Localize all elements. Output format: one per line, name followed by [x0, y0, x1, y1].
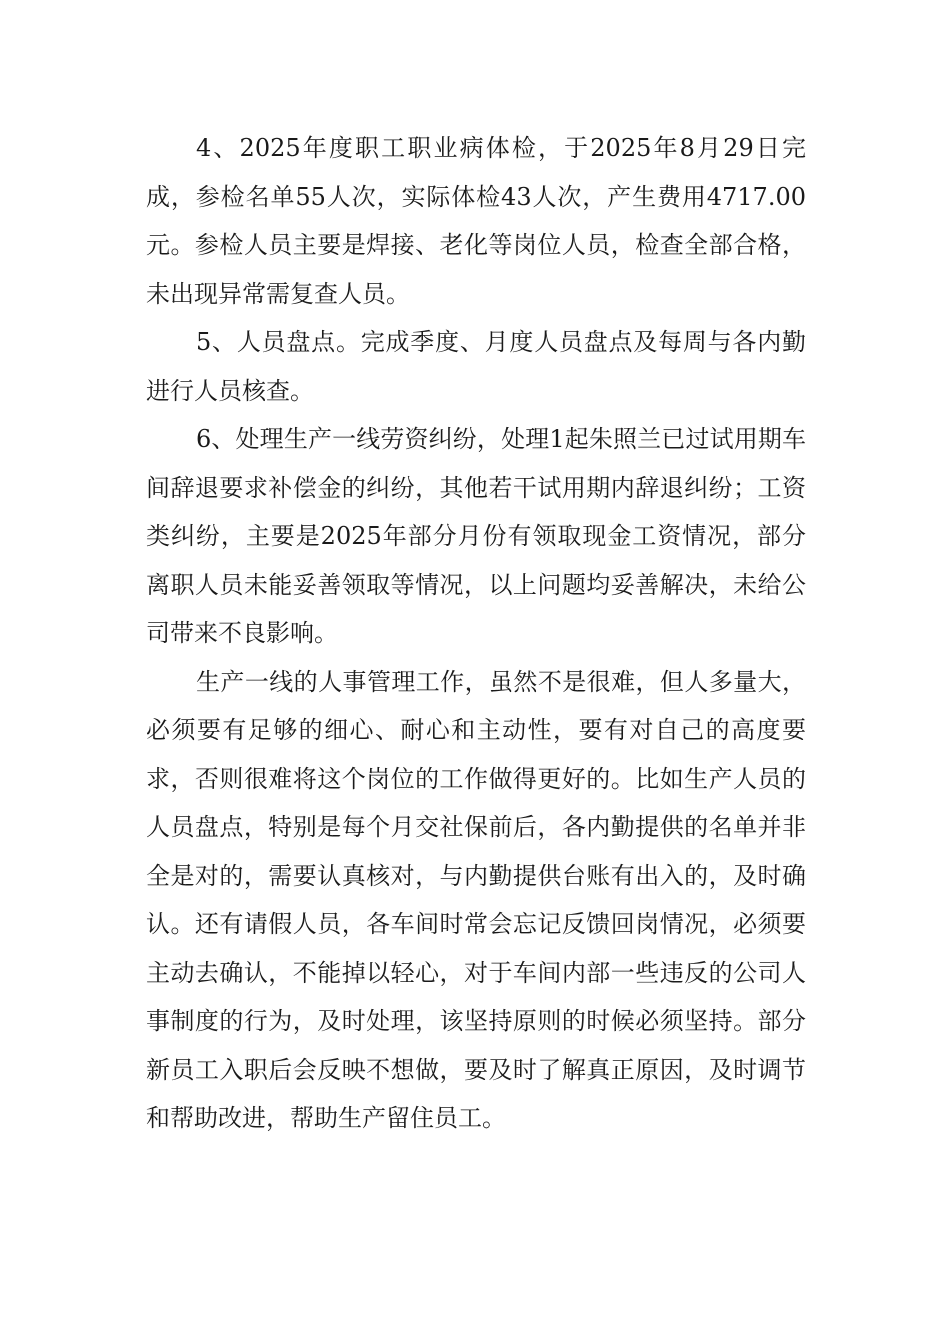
document-page	[146, 124, 806, 1143]
paragraph-hr-management-summary: 生产一线的人事管理工作，虽然不是很难，但人多量大，必须要有足够的细心、耐心和主动性，要有对自己的高度要求，否则很难将这个岗位的工作做得更好的。比如生产人员的人员盘点，特别是每个月交社保前后，各内勤提供的名单并非全是对的，需要认真核对，与内勤提供台账有出入的，及时确认。还有请假人员，各车间时常会忘记反馈回岗情况，必须要主动去确认，不能掉以轻心，对于车间内部一些违反的公司人事制度的行为，及时处理，该坚持原则的时候必须坚持。部分新员工入职后会反映不想做，要及时了解真正原因，及时调节和帮助改进，帮助生产留住员工。	[146, 667, 806, 1132]
paragraph-labor-disputes: 6、处理生产一线劳资纠纷，处理1起朱照兰已过试用期车间辞退要求补偿金的纠纷，其他若干试用期内辞退纠纷；工资类纠纷，主要是2025年部分月份有领取现金工资情况，部分离职人员未能妥善领取等情况，以上问题均妥善解决，未给公司带来不良影响。	[146, 425, 806, 647]
paragraph-physical-exam: 4、2025年度职工职业病体检，于2025年8月29日完成，参检名单55人次，实际体检43人次，产生费用4717.00元。参检人员主要是焊接、老化等岗位人员，检查全部合格，未出现异常需复查人员。	[146, 134, 806, 308]
paragraph-staff-inventory: 5、人员盘点。完成季度、月度人员盘点及每周与各内勤进行人员核查。	[146, 328, 806, 405]
